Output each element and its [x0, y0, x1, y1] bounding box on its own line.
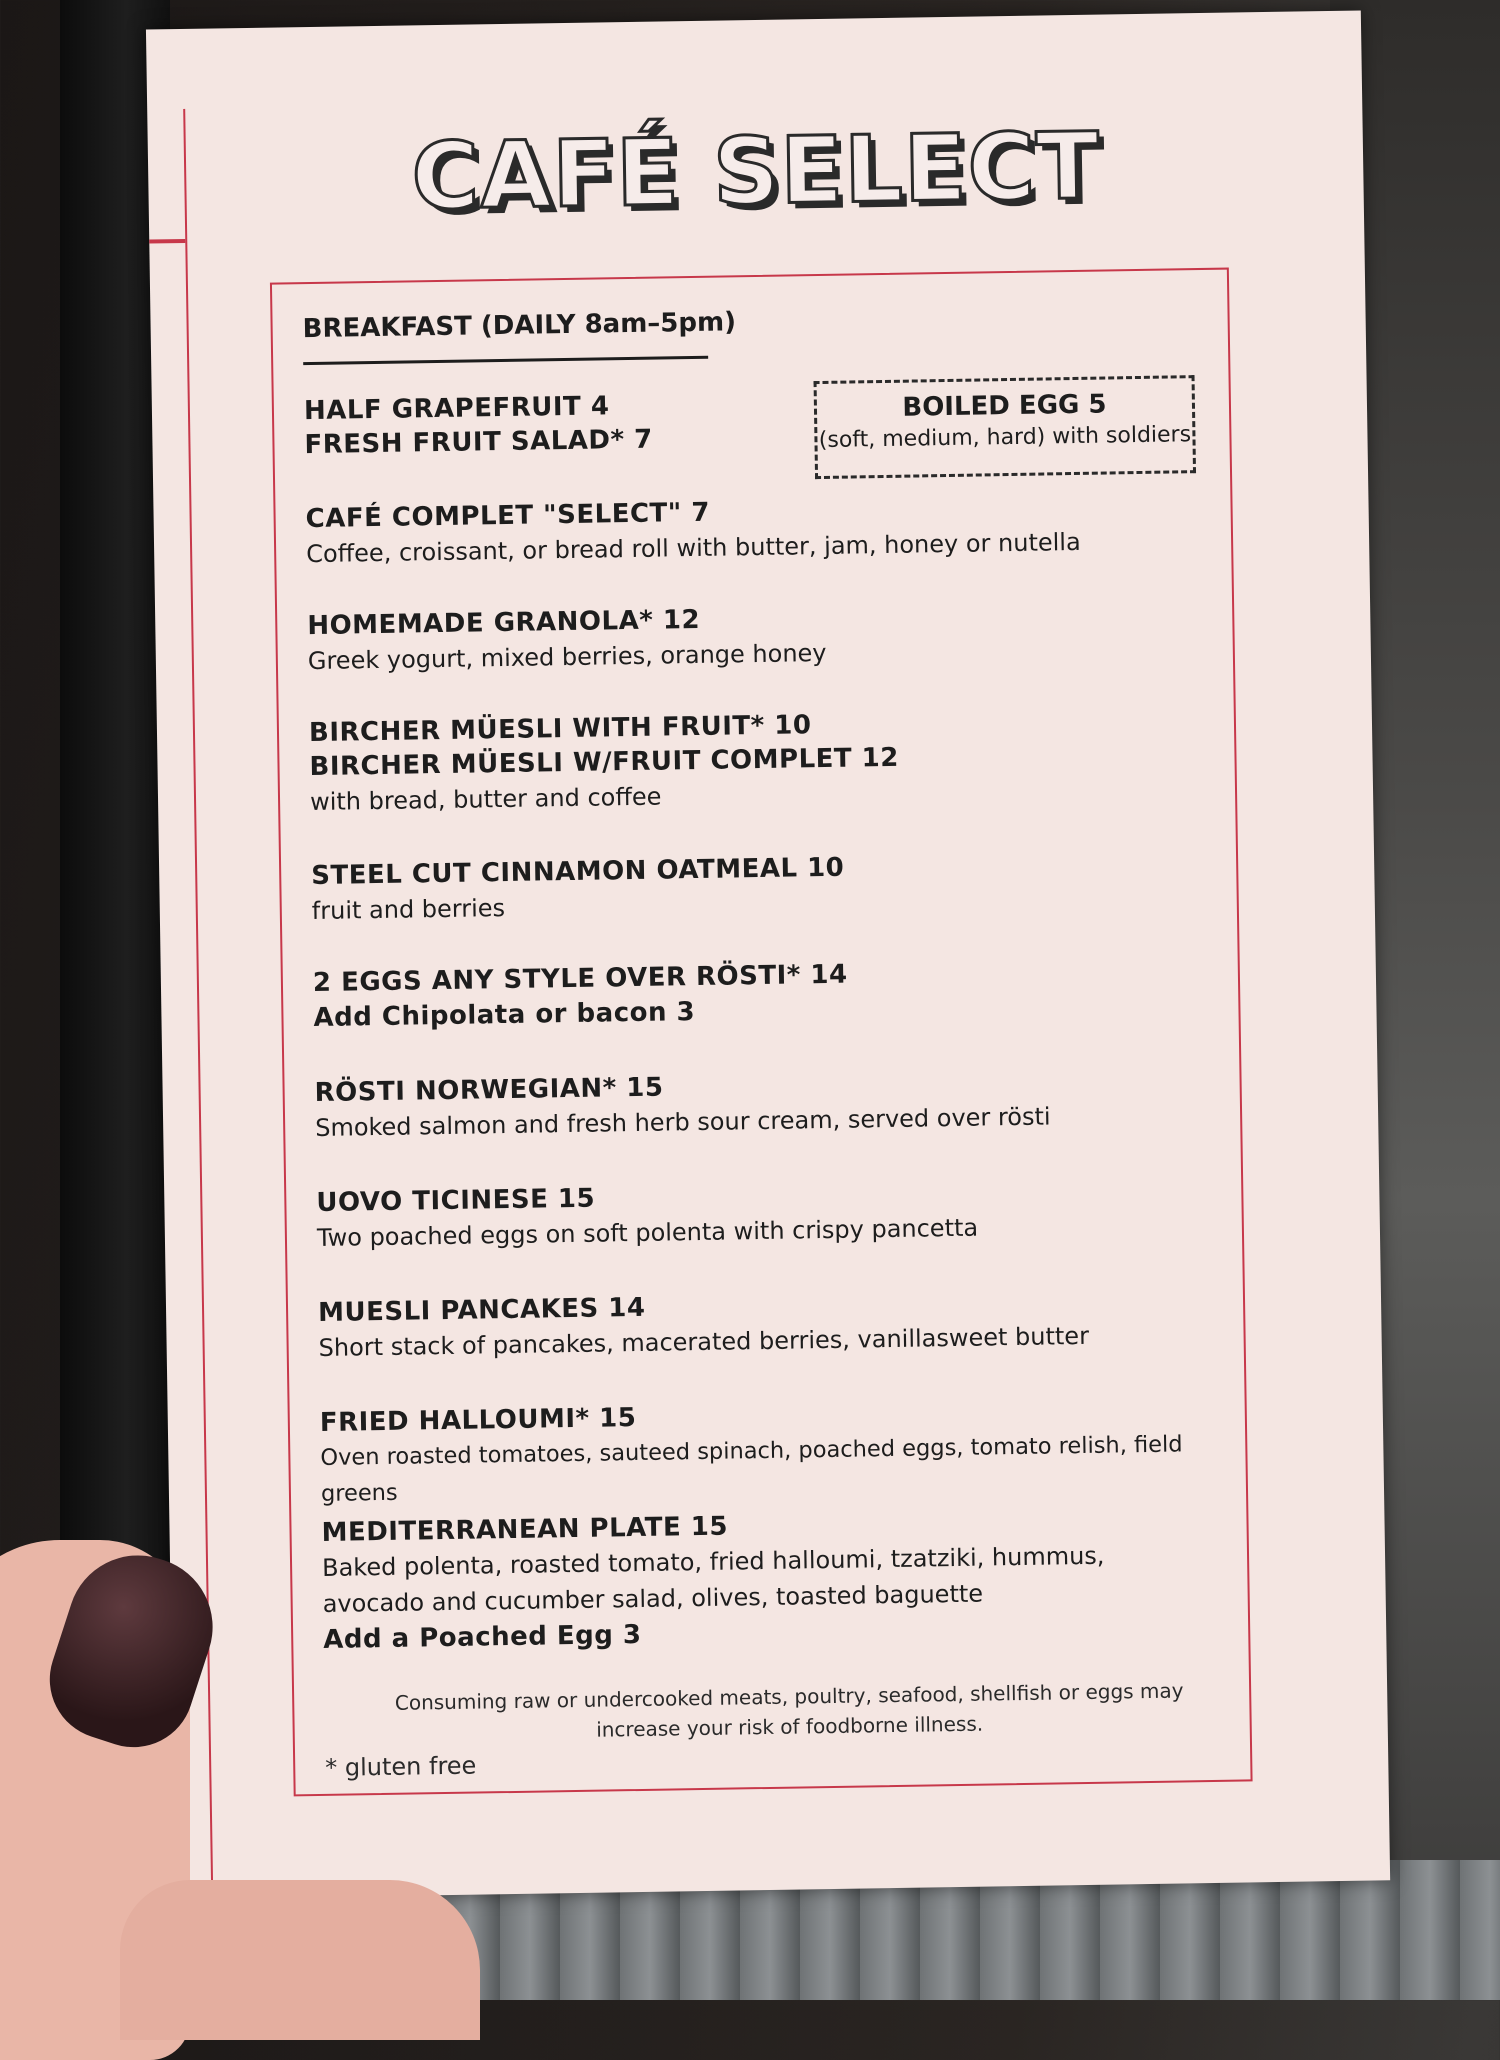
cafe-title: CAFÉ SELECT — [410, 112, 1101, 231]
section-underline — [303, 356, 708, 365]
item-name: UOVO TICINESE 15 — [316, 1183, 596, 1219]
breakfast-menu-box — [270, 268, 1253, 1797]
menu-item — [304, 380, 1205, 462]
menu-card — [146, 10, 1390, 1899]
card-left-tab — [149, 239, 185, 244]
item-name: 2 EGGS ANY STYLE OVER RÖSTI* 14 — [312, 959, 848, 999]
menu-item — [316, 1172, 1217, 1256]
item-name: RÖSTI NORWEGIAN* 15 — [314, 1072, 664, 1109]
item-name: HALF GRAPEFRUIT 4 — [303, 391, 610, 427]
menu-item — [307, 595, 1208, 679]
item-desc: Greek yogurt, mixed berries, orange honey — [307, 638, 827, 676]
item-desc: fruit and berries — [311, 894, 506, 926]
item-addon: Add Chipolata or bacon 3 — [313, 997, 696, 1034]
item-name: MEDITERRANEAN PLATE 15 — [321, 1511, 729, 1548]
menu-item — [321, 1502, 1203, 1658]
holding-finger — [120, 1880, 480, 2040]
item-name: FRESH FRUIT SALAD* 7 — [304, 424, 653, 461]
menu-item — [311, 845, 1212, 929]
callout-desc: (soft, medium, hard) with soldiers — [818, 422, 1192, 454]
menu-item — [313, 952, 1214, 1036]
item-desc: Coffee, croissant, or bread roll with butter, jam, honey or nutella — [305, 527, 1081, 569]
item-desc: Short stack of pancakes, macerated berries, vanillasweet butter — [318, 1321, 1090, 1362]
menu-item — [305, 488, 1206, 572]
item-name: MUESLI PANCAKES 14 — [317, 1292, 646, 1328]
item-desc: Baked polenta, roasted tomato, fried halloumi, tzatziki, hummus, avocado and cucumber salad, olives, toasted baguette — [321, 1541, 1105, 1618]
gluten-free-footnote: * gluten free — [325, 1751, 477, 1782]
item-name: HOMEMADE GRANOLA* 12 — [307, 604, 701, 642]
food-safety-disclaimer: Consuming raw or undercooked meats, poultry, seafood, shellfish or eggs may increase your risk of foodborne illness. — [394, 1678, 1184, 1742]
section-title: BREAKFAST (DAILY 8am–5pm) — [302, 307, 737, 345]
item-desc: with bread, butter and coffee — [309, 782, 662, 817]
menu-item — [314, 1062, 1215, 1146]
item-name: STEEL CUT CINNAMON OATMEAL 10 — [311, 852, 845, 892]
item-name: BIRCHER MÜESLI WITH FRUIT* 10 — [308, 710, 812, 749]
item-name: CAFÉ COMPLET "SELECT" 7 — [305, 497, 711, 535]
menu-item — [318, 1282, 1219, 1366]
item-desc: Smoked salmon and fresh herb sour cream, served over rösti — [314, 1102, 1051, 1143]
item-desc: Oven roasted tomatoes, sauteed spinach, poached eggs, tomato relish, field greens — [320, 1431, 1183, 1507]
item-addon: Add a Poached Egg 3 — [323, 1619, 642, 1655]
item-name: FRIED HALLOUMI* 15 — [319, 1403, 637, 1438]
callout-name: BOILED EGG 5 — [902, 389, 1107, 423]
item-desc: Two poached eggs on soft polenta with crispy pancetta — [316, 1213, 979, 1252]
menu-item — [309, 702, 1211, 820]
menu-item — [320, 1392, 1242, 1512]
item-name: BIRCHER MÜESLI W/FRUIT COMPLET 12 — [309, 742, 900, 783]
